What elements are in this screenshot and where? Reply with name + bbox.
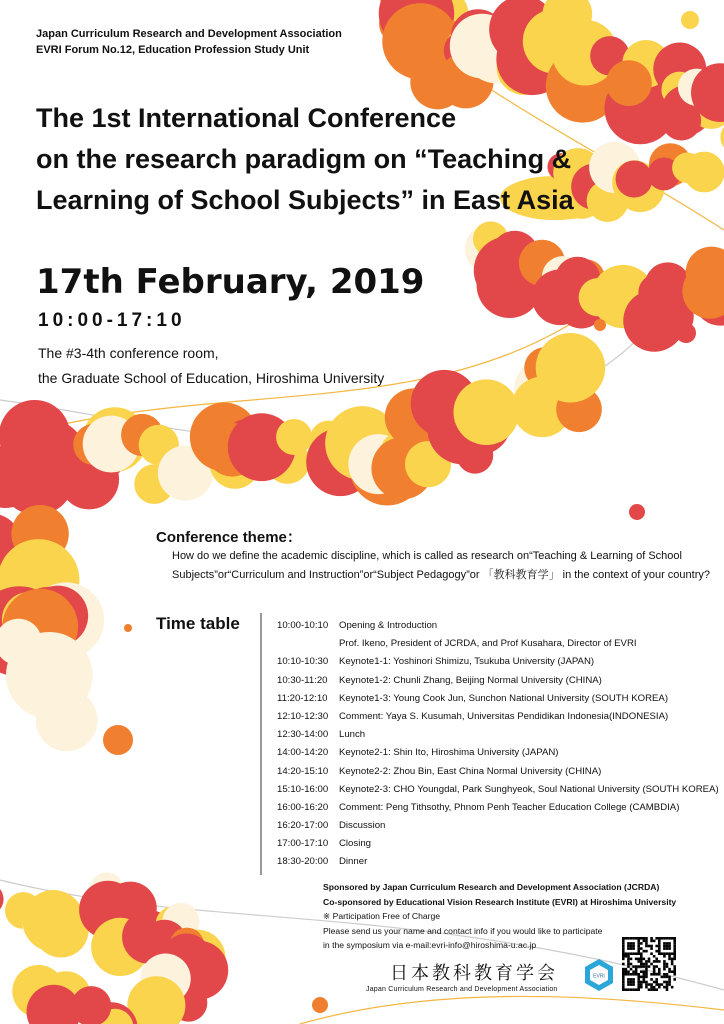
- row-item: Keynote1-1: Yoshinori Shimizu, Tsukuba University (JAPAN): [339, 656, 595, 668]
- theme-body: How do we define the academic discipline, which is called as research on“Teaching & Learning of School Subjects”or“Curriculum and Instruction”or“Subject Pedagogy”or 「教科教育学」 in the context of your country?: [172, 550, 710, 581]
- event-date: 17th February, 2019: [36, 262, 425, 302]
- row-item: Keynote1-2: Chunli Zhang, Beijing Normal University (CHINA): [339, 674, 602, 686]
- timetable: [277, 617, 719, 872]
- decorative-line: [300, 996, 724, 1024]
- decorative-blob: [684, 152, 724, 193]
- decorative-blob: [276, 419, 312, 455]
- row-item: Comment: Peng Tithsothy, Phnom Penh Teacher Education College (CAMBDIA): [339, 801, 680, 813]
- free-note: ※ Participation Free of Charge: [323, 911, 441, 921]
- row-item: Keynote2-2: Zhou Bin, East China Normal University (CHINA): [339, 765, 602, 777]
- decorative-dot: [124, 624, 132, 632]
- organizer-name: Japan Curriculum Research and Development Association: [36, 28, 342, 40]
- title-line: on the research paradigm on “Teaching &: [36, 144, 572, 174]
- forum-name: EVRI Forum No.12, Education Profession Study Unit: [36, 44, 310, 56]
- row-item: Keynote2-3: CHO Youngdal, Park Sunghyeok, Soul National University (SOUTH KOREA): [339, 783, 719, 795]
- row-time: 18:30-20:00: [277, 856, 329, 868]
- cosponsor-line: Co-sponsored by Educational Vision Research Institute (EVRI) at Hiroshima University: [323, 896, 677, 907]
- row-item: Opening & Introduction: [339, 620, 438, 631]
- title-line: The 1st International Conference: [36, 103, 457, 133]
- decorative-blob: [6, 632, 93, 719]
- jcrda-logo-text: 日本教科教育学会: [390, 963, 558, 984]
- timetable-row: [277, 690, 719, 708]
- timetable-row: [277, 617, 719, 635]
- event-time: 10:00-17:10: [38, 310, 186, 331]
- timetable-row: [277, 817, 719, 835]
- decorative-dot: [103, 725, 133, 755]
- title-line: [36, 180, 676, 221]
- row-time: 12:10-12:30: [277, 710, 329, 722]
- decorative-blob: [579, 278, 617, 316]
- theme-heading: Conference theme：: [156, 529, 302, 546]
- qr-code[interactable]: [622, 937, 676, 991]
- row-time: 14:00-14:20: [277, 747, 329, 759]
- evri-logo: [584, 958, 614, 992]
- row-item: Closing: [339, 838, 371, 850]
- row-time: 10:30-11:20: [277, 674, 328, 686]
- decorative-dot: [629, 504, 645, 520]
- row-time: 16:20-17:00: [277, 820, 329, 832]
- contact-line: in the symposium via e-mail:evri-info@hiroshima-u.ac.jp: [323, 940, 537, 950]
- row-time: 14:20-15:10: [277, 765, 329, 777]
- decorative-dot: [312, 997, 328, 1013]
- title-highlight: in East Asia: [421, 185, 574, 215]
- decorative-dot: [594, 319, 606, 331]
- decorative-dot: [676, 323, 696, 343]
- page-title: [36, 98, 676, 221]
- row-time: 15:10-16:00: [277, 783, 329, 795]
- timetable-row: [277, 781, 719, 799]
- row-item: Keynote1-3: Young Cook Jun, Sunchon National University (SOUTH KOREA): [339, 692, 669, 704]
- contact-line: Please send us your name and contact info if you would like to participate: [323, 925, 603, 936]
- row-time: 11:20-12:10: [277, 692, 328, 704]
- row-item: Discussion: [339, 820, 386, 832]
- event-venue: [38, 341, 384, 391]
- row-item: Lunch: [339, 729, 366, 741]
- venue-line: The #3-4th conference room,: [38, 345, 219, 361]
- venue-line: the Graduate School of Education, Hiroshima University: [38, 370, 385, 386]
- decorative-blob: [453, 379, 519, 445]
- timetable-heading: Time table: [156, 614, 240, 633]
- row-item: Comment: Yaya S. Kusumah, Universitas Pendidikan Indonesia(INDONESIA): [339, 710, 669, 722]
- row-time: 10:00-10:10: [277, 620, 329, 631]
- jcrda-logo-subtitle: Japan Curriculum Research and Development Association: [366, 986, 558, 993]
- row-item: Dinner: [339, 856, 368, 868]
- timetable-row: [277, 835, 719, 853]
- row-time: 10:10-10:30: [277, 656, 329, 668]
- row-item: Keynote2-1: Shin Ito, Hiroshima University (JAPAN): [339, 747, 559, 759]
- timetable-row: [277, 744, 719, 762]
- row-item: Prof. Ikeno, President of JCRDA, and Prof Kusahara, Director of EVRI: [339, 638, 637, 650]
- title-part: Learning of School Subjects”: [36, 185, 422, 215]
- decorative-blob: [0, 883, 4, 915]
- timetable-row: [277, 708, 719, 726]
- evri-logo-label: EVRI: [593, 973, 605, 980]
- decorative-dot: [681, 11, 699, 29]
- timetable-row: [277, 799, 719, 817]
- divider: [260, 613, 262, 875]
- row-time: 16:00-16:20: [277, 801, 329, 813]
- timetable-row: [277, 635, 719, 653]
- timetable-row: [277, 672, 719, 690]
- row-time: 17:00-17:10: [277, 838, 329, 850]
- timetable-row: [277, 726, 719, 744]
- decorative-blob: [536, 333, 605, 402]
- sponsor-line: Sponsored by Japan Curriculum Research and Development Association (JCRDA): [323, 882, 660, 892]
- row-time: 12:30-14:00: [277, 729, 329, 741]
- timetable-row: [277, 853, 719, 871]
- timetable-row: [277, 653, 719, 671]
- timetable-row: [277, 763, 719, 781]
